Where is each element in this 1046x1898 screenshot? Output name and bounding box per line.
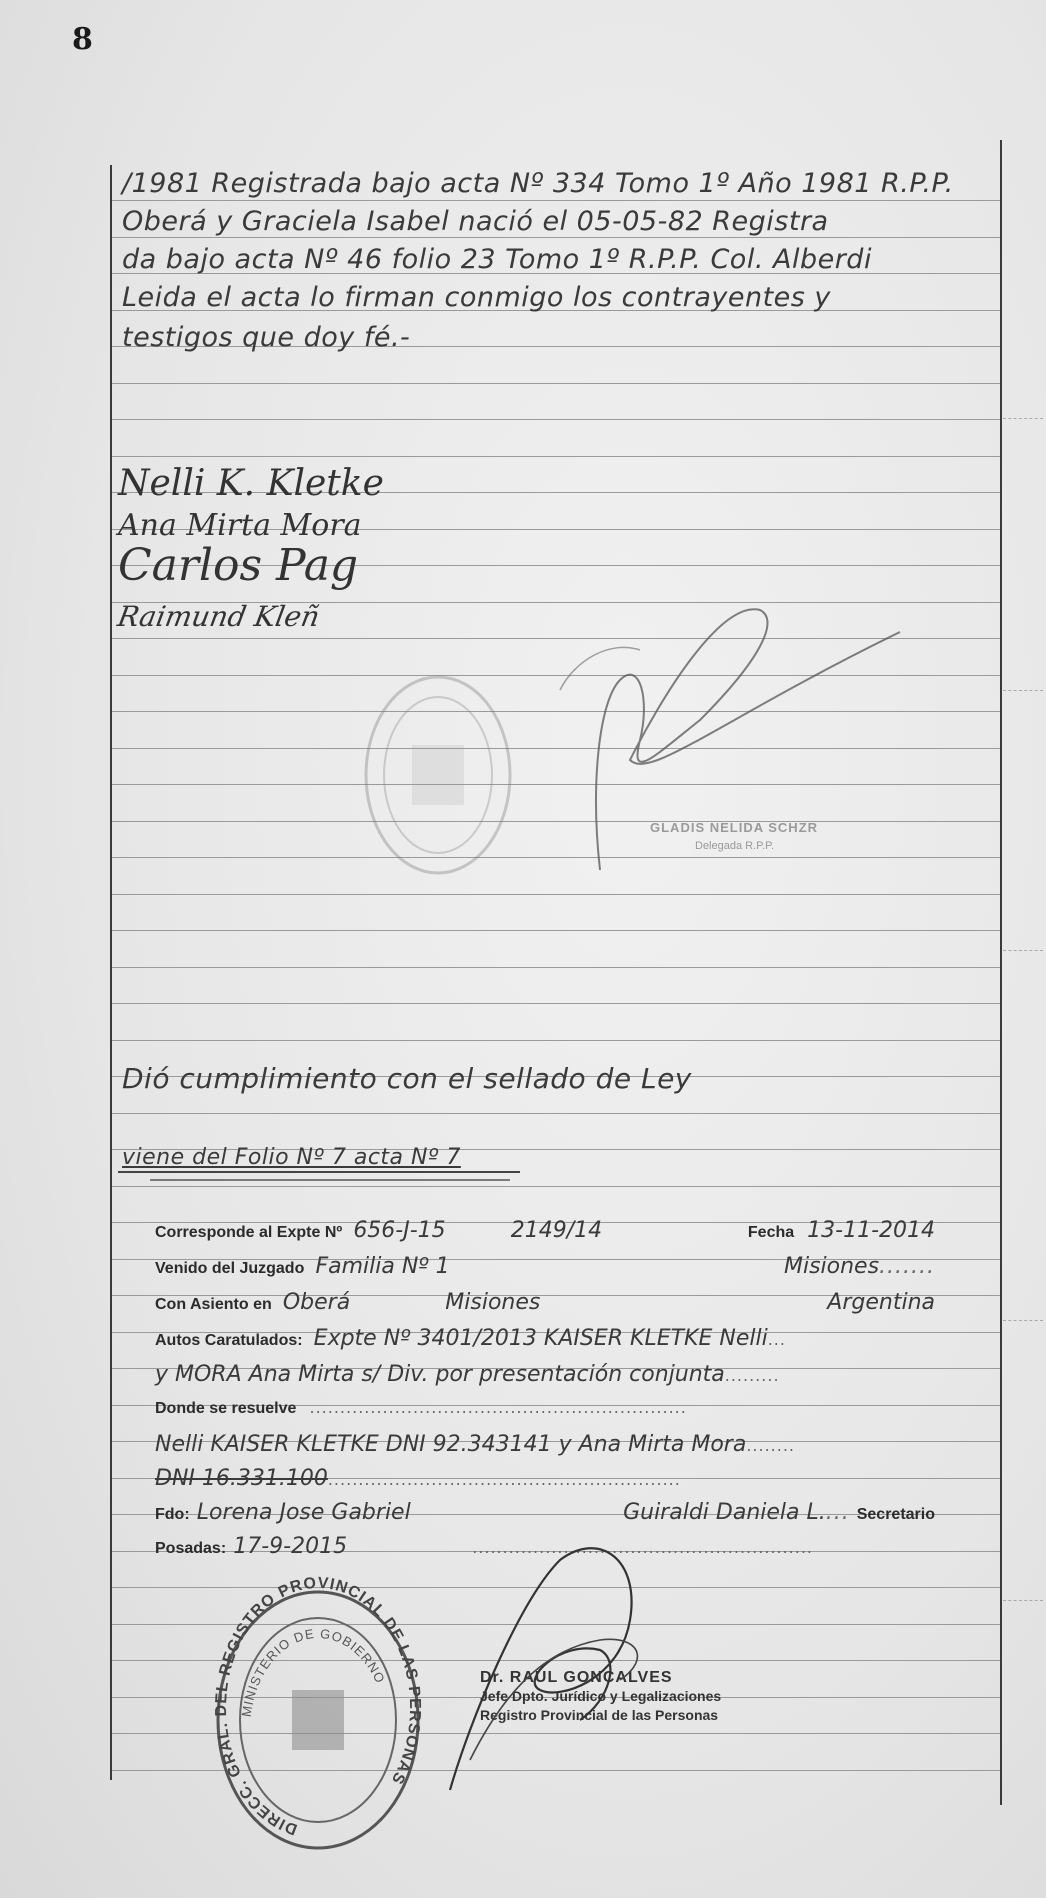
provincia-value: Misiones — [783, 1254, 880, 1279]
asiento-label: Con Asiento en — [155, 1296, 272, 1313]
signature-4: Raimund Kleñ — [115, 600, 323, 633]
seal-outer-text: DIRECC. GRAL. DEL REGISTRO PROVINCIAL DE LAS PERSONAS — [212, 1574, 424, 1838]
autos-value-1: Expte Nº 3401/2013 KAISER KLETKE Nelli — [313, 1326, 768, 1351]
donde-label: Donde se resuelve — [155, 1400, 297, 1417]
page-number: 8 — [72, 22, 93, 57]
margin-tick — [1003, 418, 1043, 420]
fecha-label: Fecha — [747, 1224, 795, 1241]
note-heading: viene del Folio Nº 7 acta Nº 7 — [122, 1145, 461, 1170]
form-donde-3: DNI 16.331.100.......................................................... — [155, 1466, 681, 1491]
asiento-pais-value: Argentina — [827, 1290, 935, 1315]
asiento-value: Oberá — [282, 1290, 351, 1315]
act-line-2: Oberá y Graciela Isabel nació el 05-05-82 Registra — [122, 206, 829, 237]
signer-name: Dr. RAUL GONCALVES — [480, 1669, 673, 1686]
seal-inner-text: MINISTERIO DE GOBIERNO — [238, 1625, 389, 1718]
act-line-4: Leida el acta lo firman conmigo los contrayentes y — [122, 282, 831, 313]
corresponde-label: Corresponde al Expte Nº — [155, 1224, 343, 1241]
form-venido: Venido del Juzgado Familia Nº 1 Misiones....... — [155, 1254, 935, 1279]
stamp-role: Delegada R.P.P. — [695, 840, 775, 852]
donde-value-2: DNI 16.331.100 — [155, 1466, 328, 1491]
signature-2: Ana Mirta Mora — [118, 508, 362, 543]
fecha-value: 13-11-2014 — [807, 1218, 935, 1243]
autos-value-2: y MORA Ana Mirta s/ Div. por presentación conjunta — [155, 1362, 725, 1387]
posadas-label: Posadas: — [155, 1540, 227, 1557]
margin-tick — [1003, 1600, 1043, 1602]
margin-tick — [1003, 690, 1043, 692]
fdo-label: Fdo: — [155, 1506, 190, 1523]
signature-scribble-bottom — [450, 1548, 632, 1790]
posadas-value: 17-9-2015 — [233, 1534, 348, 1559]
signature-3: Carlos Pag — [118, 540, 359, 591]
secretario-value: Guiraldi Daniela L. — [623, 1500, 826, 1525]
venido-value: Familia Nº 1 — [315, 1254, 450, 1279]
act-line-5: testigos que doy fé.- — [122, 322, 411, 353]
secretario-label: Secretario — [856, 1506, 935, 1523]
official-seal-bottom — [213, 1575, 423, 1848]
form-posadas: Posadas: 17-9-2015 ........................................................ — [155, 1534, 813, 1559]
autos-label: Autos Caratulados: — [155, 1332, 303, 1349]
faded-seal-middle — [366, 677, 510, 873]
form-donde: Donde se resuelve .............................................................. — [155, 1398, 687, 1417]
fdo-value: Lorena Jose Gabriel — [196, 1500, 411, 1525]
form-autos-2: y MORA Ana Mirta s/ Div. por presentación conjunta......... — [155, 1362, 780, 1387]
signature-1: Nelli K. Kletke — [118, 463, 384, 504]
stamp-name: GLADIS NELIDA SCHZR — [650, 820, 819, 835]
oficio-value: 2149/14 — [510, 1218, 603, 1243]
compliance-note: Dió cumplimiento con el sellado de Ley — [122, 1062, 692, 1095]
margin-tick — [1003, 1320, 1043, 1322]
corresponde-value: 656-J-15 — [353, 1218, 446, 1243]
venido-label: Venido del Juzgado — [155, 1260, 305, 1277]
act-line-1: /1981 Registrada bajo acta Nº 334 Tomo 1º Año 1981 R.P.P. — [122, 168, 954, 199]
asiento-prov-value: Misiones — [445, 1290, 541, 1315]
margin-tick — [1003, 950, 1043, 952]
form-fdo: Fdo: Lorena Jose Gabriel Guiraldi Daniela L.... Secretario — [155, 1500, 935, 1525]
form-autos: Autos Caratulados: Expte Nº 3401/2013 KAISER KLETKE Nelli... — [155, 1326, 786, 1351]
signer-role: Jefe Dpto. Jurídico y Legalizaciones — [480, 1688, 722, 1704]
donde-value-1: Nelli KAISER KLETKE DNI 92.343141 y Ana Mirta Mora — [155, 1432, 747, 1457]
signature-scribble-middle — [596, 609, 900, 870]
form-donde-2: Nelli KAISER KLETKE DNI 92.343141 y Ana Mirta Mora........ — [155, 1432, 795, 1457]
signer-office: Registro Provincial de las Personas — [480, 1707, 719, 1723]
act-line-3: da bajo acta Nº 46 folio 23 Tomo 1º R.P.P. Col. Alberdi — [122, 244, 872, 275]
